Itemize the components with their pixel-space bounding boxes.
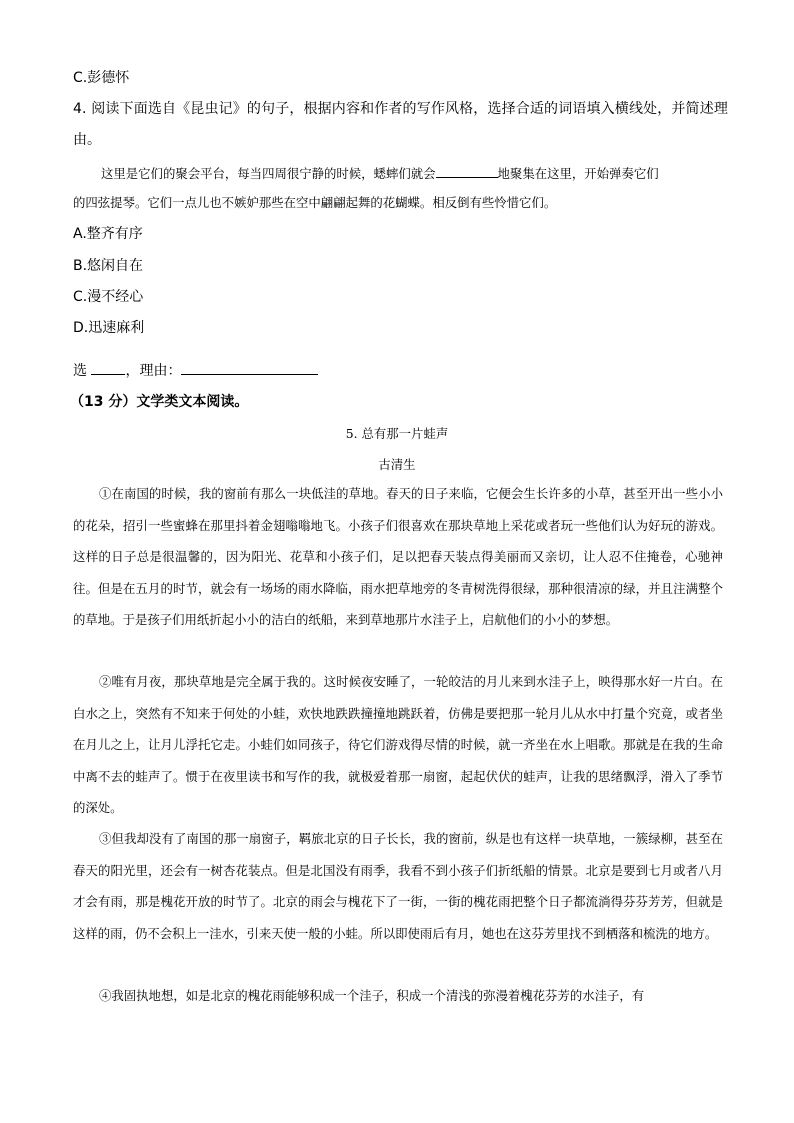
q4-quote-line1-b: 地聚集在这里，开始弹奏它们 [497, 166, 659, 181]
answer-choice-blank[interactable] [91, 360, 125, 375]
q4-stem-line1: 4. 阅读下面选自《昆虫记》的句子，根据内容和作者的写作风格，选择合适的词语填入横线处，并简述理 [73, 101, 729, 117]
option-b: B.悠闲自在 [73, 258, 144, 274]
paragraph-2 [73, 666, 723, 824]
q4-fill-blank[interactable] [436, 163, 498, 178]
section-heading: （13 分）文学类文本阅读。 [70, 394, 249, 410]
paragraph-4 [73, 980, 723, 1012]
paragraph-1 [73, 478, 723, 636]
q3-option-c: C.彭德怀 [73, 70, 130, 86]
paragraph-2-text: ②唯有月夜，那块草地是完全属于我的。这时候夜安睡了，一轮皎洁的月儿来到水洼子上，映得那水好一片白。在白水之上，突然有不知来于何处的小蛙，欢快地跌跌撞撞地跳跃着，仿佛是要把那一轮月儿从水中打量个究竟，或者坐在月儿之上，让月儿浮托它走。小蛙们如同孩子，待它们游戏得尽情的时候，就一齐坐在水上唱歌。那就是在我的生命中离不去的蛙声了。惯于在夜里读书和写作的我，就极爱着那一扇窗，起起伏伏的蛙声，让我的思绪飘浮，滑入了季节的深处。 [73, 674, 723, 815]
q4-stem-line2: 由。 [73, 132, 101, 148]
answer-reason-label: ，理由： [125, 363, 182, 379]
option-d: D.迅速麻利 [73, 320, 145, 336]
article-author: 古清生 [378, 457, 416, 472]
paragraph-3-text: ③但我却没有了南国的那一扇窗子，羁旅北京的日子长长，我的窗前，纵是也有这样一块草地，一簇绿柳，甚至在春天的阳光里，还会有一树杏花装点。但是北国没有雨季，我看不到小孩子们折纸船的情景。北京是要到七月或者八月才会有雨，那是槐花开放的时节了。北京的雨会与槐花下了一街，一街的槐花雨把整个日子都流淌得芬芬芳芳，但就是这样的雨，仍不会积上一洼水，引来天使一般的小蛙。所以即使雨后有月，她也在这芬芳里找不到栖落和梳洗的地方。 [73, 831, 723, 941]
option-c: C.漫不经心 [73, 289, 144, 305]
paragraph-3 [73, 823, 723, 949]
answer-choose-label: 选 [73, 363, 87, 379]
q4-quote-line2: 的四弦提琴。它们一点儿也不嫉妒那些在空中翩翩起舞的花蝴蝶。相反倒有些怜惜它们。 [73, 195, 557, 210]
paragraph-1-text: ①在南国的时候，我的窗前有那么一块低洼的草地。春天的日子来临，它便会生长许多的小草，甚至开出一些小小的花朵，招引一些蜜蜂在那里抖着金翅嗡嗡地飞。小孩子们很喜欢在那块草地上采花或者玩一些他们认为好玩的游戏。这样的日子总是很温馨的，因为阳光、花草和小孩子们，足以把春天装点得美丽而又亲切，让人忍不住掩卷，心驰神往。但是在五月的时节，就会有一场场的雨水降临，雨水把草地旁的冬青树洗得很绿，那种很清凉的绿，并且注满整个的草地。于是孩子们用纸折起小小的洁白的纸船，来到草地那片水洼子上，启航他们的小小的梦想。 [73, 486, 723, 627]
paragraph-4-text: ④我固执地想，如是北京的槐花雨能够积成一个洼子，积成一个清浅的弥漫着槐花芬芳的水洼子，有 [99, 988, 645, 1003]
answer-reason-blank[interactable] [181, 360, 318, 375]
q4-quote-line1-a: 这里是它们的聚会平台，每当四周很宁静的时候，蟋蟀们就会 [101, 166, 436, 181]
q4-answer-line [73, 360, 318, 381]
q4-quote-line1 [101, 163, 659, 184]
option-a: A.整齐有序 [73, 226, 143, 242]
article-title: 5. 总有那一片蛙声 [345, 426, 449, 441]
